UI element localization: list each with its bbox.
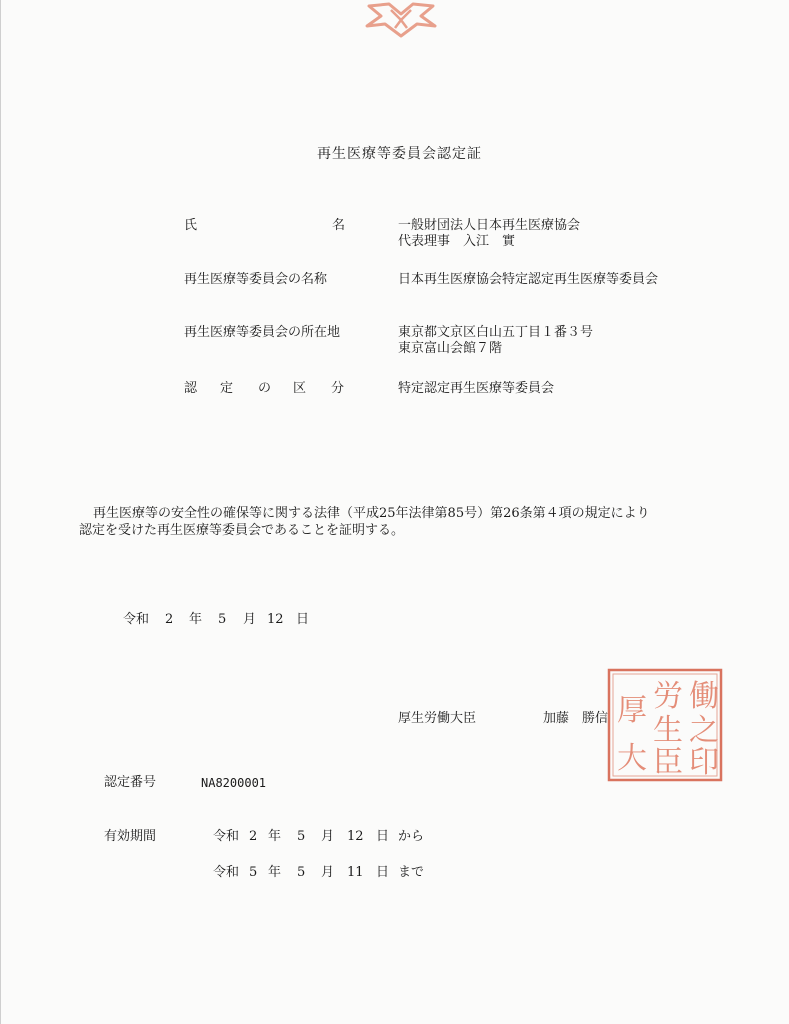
category-value: 特定認定再生医療等委員会 bbox=[398, 381, 555, 396]
issue-date-year-unit: 年 bbox=[189, 612, 203, 627]
validity-to-era: 令和 bbox=[213, 865, 240, 880]
validity-from-year-unit: 年 bbox=[268, 829, 282, 844]
issue-date-year: 2 bbox=[165, 612, 174, 627]
validity-label: 有効期間 bbox=[104, 829, 157, 844]
official-seal bbox=[607, 668, 723, 782]
cert-number-label: 認定番号 bbox=[104, 775, 157, 790]
issue-date-month: 5 bbox=[218, 612, 227, 627]
category-label-5: 分 bbox=[331, 381, 345, 396]
issuer-name: 加藤 勝信 bbox=[543, 711, 609, 726]
svg-text:働: 働 bbox=[689, 679, 719, 714]
validity-to-day: 11 bbox=[347, 865, 364, 880]
svg-text:生: 生 bbox=[653, 713, 683, 748]
name-label-first: 氏 bbox=[184, 218, 198, 233]
validity-from-month-unit: 月 bbox=[321, 829, 335, 844]
statement-line2: 認定を受けた再生医療等委員会であることを証明する。 bbox=[79, 523, 405, 538]
validity-to-year-unit: 年 bbox=[268, 865, 282, 880]
validity-from-day-unit: 日 bbox=[376, 829, 390, 844]
committee-address-label: 再生医療等委員会の所在地 bbox=[184, 325, 341, 340]
svg-text:臣: 臣 bbox=[653, 745, 683, 780]
validity-to-month: 5 bbox=[297, 865, 306, 880]
issue-date-era: 令和 bbox=[123, 612, 150, 627]
committee-address-line2: 東京富山会館７階 bbox=[398, 341, 503, 356]
top-seal-mark bbox=[361, 0, 441, 40]
validity-to-day-unit: 日 bbox=[376, 865, 390, 880]
issue-date-day-unit: 日 bbox=[296, 612, 310, 627]
validity-to-suffix: まで bbox=[398, 865, 425, 880]
svg-text:厚: 厚 bbox=[617, 693, 647, 728]
validity-from-year: 2 bbox=[249, 829, 258, 844]
name-value-line2: 代表理事 入江 實 bbox=[398, 234, 516, 249]
category-label-2: 定 bbox=[220, 381, 234, 396]
validity-from-day: 12 bbox=[347, 829, 364, 844]
committee-address-line1: 東京都文京区白山五丁目１番３号 bbox=[398, 325, 594, 340]
issuer-title: 厚生労働大臣 bbox=[398, 711, 477, 726]
name-label-last: 名 bbox=[332, 218, 346, 233]
name-value-line1: 一般財団法人日本再生医療協会 bbox=[398, 218, 581, 233]
category-label-4: 区 bbox=[293, 381, 307, 396]
issue-date-month-unit: 月 bbox=[243, 612, 257, 627]
category-label-3: の bbox=[258, 381, 272, 396]
validity-from-suffix: から bbox=[398, 829, 425, 844]
svg-text:之: 之 bbox=[689, 713, 719, 748]
validity-from-month: 5 bbox=[297, 829, 306, 844]
validity-from-era: 令和 bbox=[213, 829, 240, 844]
issue-date-day: 12 bbox=[267, 612, 284, 627]
statement-line1: 再生医療等の安全性の確保等に関する法律（平成25年法律第85号）第26条第４項の規定により bbox=[93, 506, 650, 521]
committee-name-label: 再生医療等委員会の名称 bbox=[184, 272, 328, 287]
validity-to-month-unit: 月 bbox=[321, 865, 335, 880]
svg-text:印: 印 bbox=[689, 745, 719, 780]
certificate-title: 再生医療等委員会認定証 bbox=[317, 146, 482, 162]
svg-text:労: 労 bbox=[653, 679, 683, 714]
validity-to-year: 5 bbox=[249, 865, 258, 880]
svg-text:大: 大 bbox=[617, 741, 647, 776]
category-label-1: 認 bbox=[184, 381, 198, 396]
cert-number-value: NA8200001 bbox=[201, 776, 267, 790]
committee-name-value: 日本再生医療協会特定認定再生医療等委員会 bbox=[398, 272, 659, 287]
